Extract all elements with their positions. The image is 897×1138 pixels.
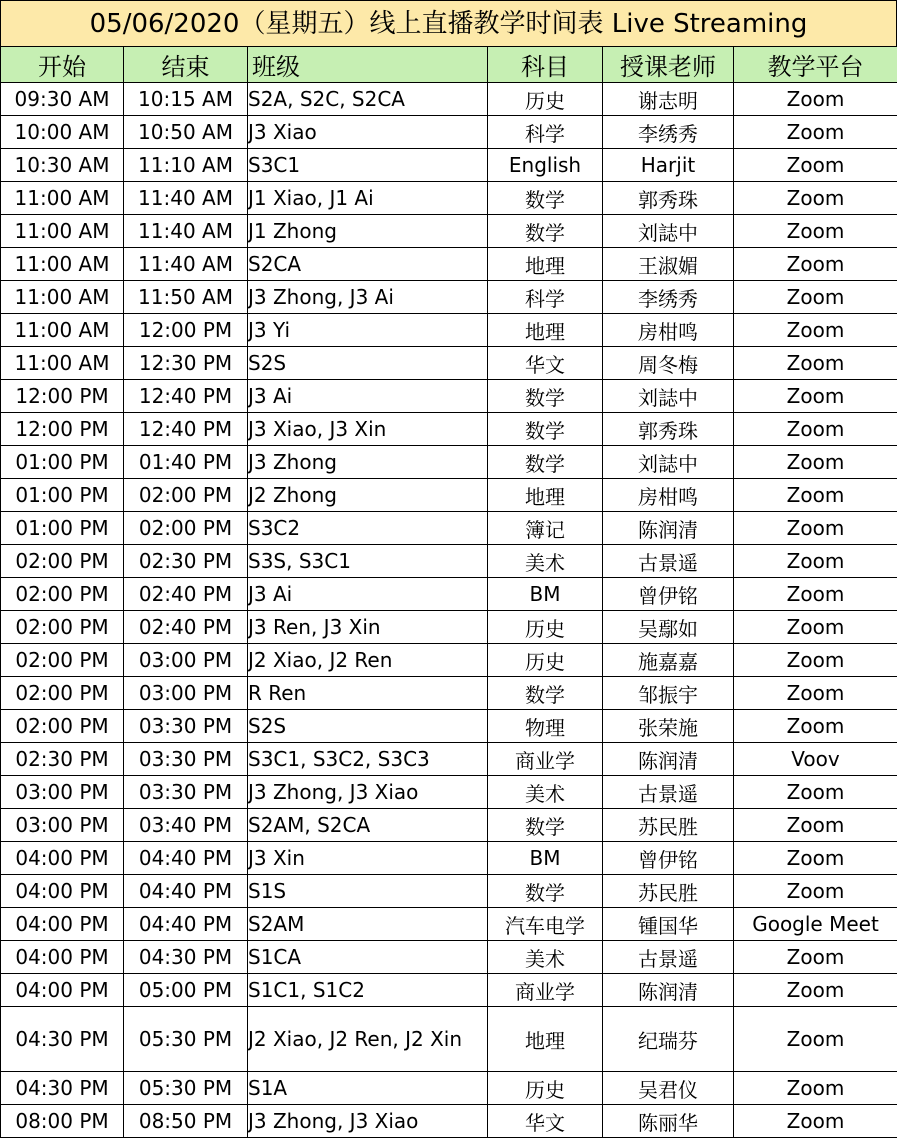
teacher-cell: 陈润清: [603, 743, 734, 776]
class-cell: S3S, S3C1: [248, 545, 488, 578]
platform-cell: Zoom: [734, 215, 897, 248]
class-cell: S1CA: [248, 941, 488, 974]
teacher-cell: 房柑鸣: [603, 314, 734, 347]
table-row: [1, 1007, 897, 1072]
class-cell: J3 Yi: [248, 314, 488, 347]
teacher-cell: 周冬梅: [603, 347, 734, 380]
platform-cell: Zoom: [734, 314, 897, 347]
end-time-cell: 08:50 PM: [124, 1105, 248, 1138]
subject-cell: 历史: [488, 83, 603, 116]
end-time-cell: 05:30 PM: [124, 1007, 248, 1072]
teacher-cell: 张荣施: [603, 710, 734, 743]
table-row: [1, 347, 897, 380]
platform-cell: Zoom: [734, 512, 897, 545]
start-time-cell: 04:00 PM: [1, 974, 124, 1007]
class-cell: J3 Xiao: [248, 116, 488, 149]
table-row: [1, 974, 897, 1007]
table-row: [1, 578, 897, 611]
start-time-cell: 11:00 AM: [1, 314, 124, 347]
table-row: [1, 215, 897, 248]
table-row: [1, 248, 897, 281]
class-cell: R Ren: [248, 677, 488, 710]
timetable: [0, 46, 897, 1138]
start-time-cell: 10:30 AM: [1, 149, 124, 182]
table-row: [1, 1105, 897, 1138]
header-end: 结束: [124, 47, 248, 83]
platform-cell: Zoom: [734, 380, 897, 413]
class-cell: J3 Zhong, J3 Ai: [248, 281, 488, 314]
start-time-cell: 02:00 PM: [1, 677, 124, 710]
class-cell: S2S: [248, 347, 488, 380]
table-row: [1, 446, 897, 479]
subject-cell: 数学: [488, 809, 603, 842]
class-cell: J3 Zhong, J3 Xiao: [248, 776, 488, 809]
start-time-cell: 09:30 AM: [1, 83, 124, 116]
table-row: [1, 809, 897, 842]
table-body: [1, 83, 897, 1138]
end-time-cell: 02:30 PM: [124, 545, 248, 578]
table-row: [1, 83, 897, 116]
subject-cell: 物理: [488, 710, 603, 743]
subject-cell: 商业学: [488, 974, 603, 1007]
subject-cell: English: [488, 149, 603, 182]
subject-cell: 美术: [488, 941, 603, 974]
teacher-cell: 苏民胜: [603, 875, 734, 908]
end-time-cell: 11:50 AM: [124, 281, 248, 314]
class-cell: J3 Xiao, J3 Xin: [248, 413, 488, 446]
platform-cell: Zoom: [734, 281, 897, 314]
start-time-cell: 02:00 PM: [1, 710, 124, 743]
platform-cell: Google Meet: [734, 908, 897, 941]
class-cell: S2S: [248, 710, 488, 743]
teacher-cell: 王淑媚: [603, 248, 734, 281]
header-start: 开始: [1, 47, 124, 83]
platform-cell: Zoom: [734, 644, 897, 677]
class-cell: S3C1, S3C2, S3C3: [248, 743, 488, 776]
class-cell: J3 Ai: [248, 380, 488, 413]
class-cell: S2A, S2C, S2CA: [248, 83, 488, 116]
end-time-cell: 11:40 AM: [124, 248, 248, 281]
end-time-cell: 02:40 PM: [124, 611, 248, 644]
subject-cell: 华文: [488, 347, 603, 380]
start-time-cell: 12:00 PM: [1, 413, 124, 446]
header-platform: 教学平台: [734, 47, 897, 83]
start-time-cell: 04:00 PM: [1, 908, 124, 941]
end-time-cell: 02:40 PM: [124, 578, 248, 611]
subject-cell: 汽车电学: [488, 908, 603, 941]
start-time-cell: 02:00 PM: [1, 545, 124, 578]
subject-cell: 历史: [488, 1072, 603, 1105]
platform-cell: Zoom: [734, 149, 897, 182]
class-cell: S2CA: [248, 248, 488, 281]
subject-cell: BM: [488, 842, 603, 875]
sheet-title: 05/06/2020（星期五）线上直播教学时间表 Live Streaming: [0, 0, 897, 46]
teacher-cell: 曾伊铭: [603, 842, 734, 875]
platform-cell: Zoom: [734, 941, 897, 974]
start-time-cell: 11:00 AM: [1, 281, 124, 314]
teacher-cell: 郭秀珠: [603, 182, 734, 215]
end-time-cell: 12:40 PM: [124, 413, 248, 446]
class-cell: S3C1: [248, 149, 488, 182]
subject-cell: 商业学: [488, 743, 603, 776]
class-cell: J3 Ren, J3 Xin: [248, 611, 488, 644]
class-cell: J3 Ai: [248, 578, 488, 611]
header-row: [1, 47, 897, 83]
teacher-cell: 刘誌中: [603, 215, 734, 248]
platform-cell: Zoom: [734, 479, 897, 512]
end-time-cell: 03:30 PM: [124, 743, 248, 776]
teacher-cell: 刘誌中: [603, 380, 734, 413]
table-row: [1, 413, 897, 446]
end-time-cell: 12:30 PM: [124, 347, 248, 380]
teacher-cell: 房柑鸣: [603, 479, 734, 512]
end-time-cell: 02:00 PM: [124, 479, 248, 512]
teacher-cell: 施嘉嘉: [603, 644, 734, 677]
end-time-cell: 11:10 AM: [124, 149, 248, 182]
end-time-cell: 03:40 PM: [124, 809, 248, 842]
platform-cell: Zoom: [734, 1007, 897, 1072]
class-cell: J1 Xiao, J1 Ai: [248, 182, 488, 215]
start-time-cell: 02:00 PM: [1, 644, 124, 677]
platform-cell: Zoom: [734, 578, 897, 611]
subject-cell: 历史: [488, 644, 603, 677]
start-time-cell: 08:00 PM: [1, 1105, 124, 1138]
start-time-cell: 11:00 AM: [1, 347, 124, 380]
class-cell: J2 Zhong: [248, 479, 488, 512]
platform-cell: Zoom: [734, 446, 897, 479]
table-row: [1, 677, 897, 710]
table-row: [1, 776, 897, 809]
start-time-cell: 03:00 PM: [1, 776, 124, 809]
subject-cell: 地理: [488, 314, 603, 347]
subject-cell: 数学: [488, 215, 603, 248]
start-time-cell: 04:00 PM: [1, 941, 124, 974]
class-cell: S1A: [248, 1072, 488, 1105]
start-time-cell: 01:00 PM: [1, 446, 124, 479]
platform-cell: Zoom: [734, 116, 897, 149]
teacher-cell: 刘誌中: [603, 446, 734, 479]
table-row: [1, 182, 897, 215]
end-time-cell: 02:00 PM: [124, 512, 248, 545]
subject-cell: 数学: [488, 875, 603, 908]
end-time-cell: 11:40 AM: [124, 182, 248, 215]
platform-cell: Zoom: [734, 974, 897, 1007]
start-time-cell: 10:00 AM: [1, 116, 124, 149]
end-time-cell: 11:40 AM: [124, 215, 248, 248]
class-cell: J2 Xiao, J2 Ren, J2 Xin: [248, 1007, 488, 1072]
teacher-cell: 曾伊铭: [603, 578, 734, 611]
class-cell: J3 Zhong, J3 Xiao: [248, 1105, 488, 1138]
subject-cell: 美术: [488, 776, 603, 809]
teacher-cell: 锺国华: [603, 908, 734, 941]
subject-cell: 科学: [488, 281, 603, 314]
teacher-cell: 李绣秀: [603, 116, 734, 149]
end-time-cell: 05:00 PM: [124, 974, 248, 1007]
start-time-cell: 11:00 AM: [1, 182, 124, 215]
end-time-cell: 03:30 PM: [124, 776, 248, 809]
teacher-cell: 古景遥: [603, 776, 734, 809]
teacher-cell: 郭秀珠: [603, 413, 734, 446]
end-time-cell: 04:40 PM: [124, 875, 248, 908]
header-subject: 科目: [488, 47, 603, 83]
class-cell: J3 Xin: [248, 842, 488, 875]
platform-cell: Zoom: [734, 347, 897, 380]
subject-cell: 历史: [488, 611, 603, 644]
platform-cell: Zoom: [734, 842, 897, 875]
header-teacher: 授课老师: [603, 47, 734, 83]
end-time-cell: 12:00 PM: [124, 314, 248, 347]
platform-cell: Zoom: [734, 776, 897, 809]
platform-cell: Zoom: [734, 809, 897, 842]
subject-cell: 华文: [488, 1105, 603, 1138]
subject-cell: 地理: [488, 1007, 603, 1072]
teacher-cell: 李绣秀: [603, 281, 734, 314]
platform-cell: Zoom: [734, 611, 897, 644]
start-time-cell: 01:00 PM: [1, 479, 124, 512]
teacher-cell: 吴君仪: [603, 1072, 734, 1105]
subject-cell: 数学: [488, 380, 603, 413]
table-row: [1, 116, 897, 149]
table-row: [1, 479, 897, 512]
start-time-cell: 04:00 PM: [1, 842, 124, 875]
class-cell: S1S: [248, 875, 488, 908]
teacher-cell: 陈润清: [603, 974, 734, 1007]
class-cell: J3 Zhong: [248, 446, 488, 479]
platform-cell: Zoom: [734, 1105, 897, 1138]
table-row: [1, 644, 897, 677]
header-class: 班级: [248, 47, 488, 83]
teacher-cell: Harjit: [603, 149, 734, 182]
teacher-cell: 古景遥: [603, 941, 734, 974]
class-cell: S3C2: [248, 512, 488, 545]
subject-cell: 簿记: [488, 512, 603, 545]
table-row: [1, 842, 897, 875]
platform-cell: Zoom: [734, 1072, 897, 1105]
table-row: [1, 875, 897, 908]
table-row: [1, 941, 897, 974]
start-time-cell: 04:30 PM: [1, 1007, 124, 1072]
platform-cell: Zoom: [734, 182, 897, 215]
start-time-cell: 11:00 AM: [1, 215, 124, 248]
table-row: [1, 545, 897, 578]
table-row: [1, 380, 897, 413]
subject-cell: 数学: [488, 677, 603, 710]
start-time-cell: 03:00 PM: [1, 809, 124, 842]
teacher-cell: 陈丽华: [603, 1105, 734, 1138]
platform-cell: Zoom: [734, 545, 897, 578]
table-row: [1, 710, 897, 743]
start-time-cell: 01:00 PM: [1, 512, 124, 545]
end-time-cell: 12:40 PM: [124, 380, 248, 413]
end-time-cell: 04:40 PM: [124, 842, 248, 875]
platform-cell: Zoom: [734, 83, 897, 116]
table-row: [1, 314, 897, 347]
end-time-cell: 04:40 PM: [124, 908, 248, 941]
class-cell: S2AM, S2CA: [248, 809, 488, 842]
end-time-cell: 01:40 PM: [124, 446, 248, 479]
subject-cell: 地理: [488, 479, 603, 512]
start-time-cell: 02:00 PM: [1, 578, 124, 611]
end-time-cell: 05:30 PM: [124, 1072, 248, 1105]
teacher-cell: 谢志明: [603, 83, 734, 116]
platform-cell: Voov: [734, 743, 897, 776]
platform-cell: Zoom: [734, 413, 897, 446]
class-cell: S1C1, S1C2: [248, 974, 488, 1007]
teacher-cell: 苏民胜: [603, 809, 734, 842]
teacher-cell: 纪瑞芬: [603, 1007, 734, 1072]
table-row: [1, 611, 897, 644]
start-time-cell: 04:00 PM: [1, 875, 124, 908]
table-row: [1, 281, 897, 314]
teacher-cell: 吴鄢如: [603, 611, 734, 644]
start-time-cell: 02:00 PM: [1, 611, 124, 644]
platform-cell: Zoom: [734, 710, 897, 743]
subject-cell: 美术: [488, 545, 603, 578]
table-row: [1, 512, 897, 545]
table-row: [1, 743, 897, 776]
platform-cell: Zoom: [734, 875, 897, 908]
end-time-cell: 03:30 PM: [124, 710, 248, 743]
class-cell: S2AM: [248, 908, 488, 941]
subject-cell: BM: [488, 578, 603, 611]
subject-cell: 地理: [488, 248, 603, 281]
subject-cell: 数学: [488, 413, 603, 446]
subject-cell: 科学: [488, 116, 603, 149]
table-row: [1, 1072, 897, 1105]
start-time-cell: 12:00 PM: [1, 380, 124, 413]
end-time-cell: 03:00 PM: [124, 644, 248, 677]
table-row: [1, 149, 897, 182]
table-row: [1, 908, 897, 941]
end-time-cell: 03:00 PM: [124, 677, 248, 710]
class-cell: J2 Xiao, J2 Ren: [248, 644, 488, 677]
end-time-cell: 10:50 AM: [124, 116, 248, 149]
class-cell: J1 Zhong: [248, 215, 488, 248]
end-time-cell: 04:30 PM: [124, 941, 248, 974]
platform-cell: Zoom: [734, 677, 897, 710]
start-time-cell: 02:30 PM: [1, 743, 124, 776]
start-time-cell: 04:30 PM: [1, 1072, 124, 1105]
subject-cell: 数学: [488, 446, 603, 479]
teacher-cell: 古景遥: [603, 545, 734, 578]
teacher-cell: 陈润清: [603, 512, 734, 545]
platform-cell: Zoom: [734, 248, 897, 281]
teacher-cell: 邹振宇: [603, 677, 734, 710]
subject-cell: 数学: [488, 182, 603, 215]
start-time-cell: 11:00 AM: [1, 248, 124, 281]
end-time-cell: 10:15 AM: [124, 83, 248, 116]
